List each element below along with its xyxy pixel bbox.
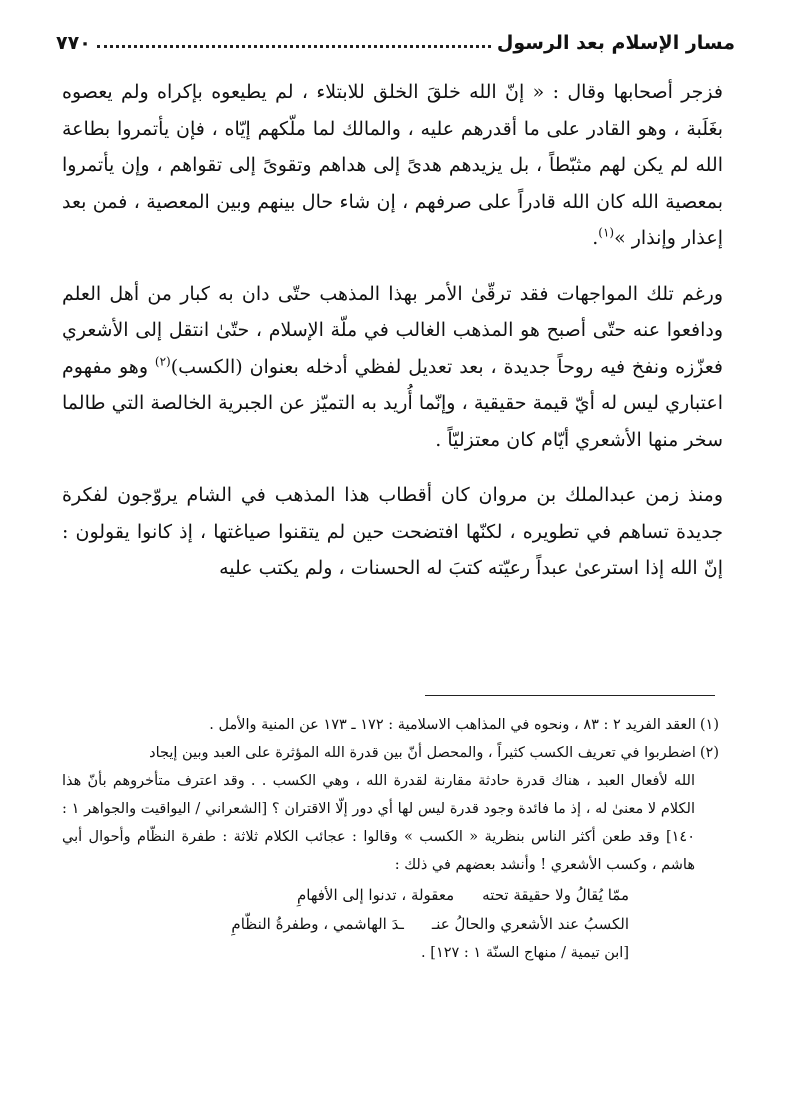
header-dotted-leader [97, 45, 491, 48]
page-number: ٧٧٠ [56, 32, 91, 54]
paragraph-2-text: ورغم تلك المواجهات فقد ترقّىٰ الأمر بهذا المذهب حتّى دان به كبار من أهل العلم ودافعوا عنه حتّى أصبح هو المذهب الغالب في ملّة الإسلام ، حتّىٰ انتقل إلى الأشعري فعزّزه ونفخ فيه روحاً جديدة ، بعد تعديل لفظي أدخله بعنوان (الكسب) [62, 282, 724, 378]
poem-hemistich-first: ممّا يُقالُ ولا حقيقة تحته [482, 886, 629, 904]
paragraph-1-text: فزجر أصحابها وقال : « إنّ الله خلقَ الخلق للابتلاء ، لم يطيعوه بإكراه ولم يعصوه بغَلَبة ، وهو القادر على ما أقدرهم عليه ، والمالك لما ملّكهم إيّاه ، فإن يأتمروا بطاعة الله لم يكن لهم مثبّطاً ، بل يزيدهم هدىً إلى هداهم وتقوىً إلى تقواهم ، وإن يأتمروا بمعصية الله كان الله قادراً على صرفهم ، إن شاء حال بينهم وبين المعصية ، فمن بعد إعذار وإنذار » [62, 81, 723, 249]
footnote-1 [62, 711, 719, 739]
footnote-ref-2: (٢) [154, 354, 171, 369]
footnotes [62, 711, 719, 967]
footnote-1-number: (١) [699, 717, 719, 733]
page-header [56, 26, 735, 54]
paragraph-1 [62, 74, 723, 257]
poem-verse [62, 881, 629, 910]
footnote-1-text: العقد الفريد ٢ : ٨٣ ، ونحوه في المذاهب الاسلامية : ١٧٢ ـ ١٧٣ عن المنية والأمل . [209, 717, 696, 733]
footnote-ref-1: (١) [598, 225, 615, 240]
paragraph-1-tail: . [592, 227, 599, 249]
poem [62, 881, 719, 939]
main-text [62, 74, 723, 606]
paragraph-2-tail: وهو مفهوم اعتباري ليس له أيّ قيمة حقيقية ، وإنّما أُريد به التميّز عن الجبرية الخالصة التي طالما سخر منها الأشعري أيّام كان معتزليّاً . [62, 355, 723, 451]
footnote-2 [62, 739, 719, 767]
footnote-2-continuation: الله لأفعال العبد ، هناك قدرة حادثة مقارنة لقدرة الله ، وهي الكسب . . وقد اعترف متأخروهم بأنّ هذا الكلام لا معنىٰ له ، إذ ما فائدة وجود قدرة ليس لها أي دور إلّا الاقتران ؟ [الشعراني / اليواقيت والجواهر ١ : ١٤٠] وقد طعن أكثر الناس بنظرية « الكسب » وقالوا : عجائب الكلام ثلاثة : طفرة النظّام وأحوال أبي هاشم ، وكسب الأشعري ! وأنشد بعضهم في ذلك : [62, 773, 696, 873]
poem-hemistich-second: ـدَ الهاشمي ، وطفرةُ النظّامِ [231, 915, 404, 933]
paragraph-2 [62, 276, 723, 459]
footnote-2-number: (٢) [699, 745, 719, 761]
footnote-2-first-line: اضطربوا في تعريف الكسب كثيراً ، والمحصل أنّ بين قدرة الله المؤثرة على العبد وبين إيجاد [149, 745, 696, 761]
poem-hemistich-first: الكسبُ عند الأشعري والحالُ عنـ [431, 915, 629, 933]
paragraph-3 [62, 477, 723, 587]
footnote-separator [425, 695, 715, 696]
running-title: مسار الإسلام بعد الرسول [496, 32, 735, 54]
poem-hemistich-second: معقولة ، تدنوا إلى الأفهامِ [296, 886, 455, 904]
poem-verse [62, 910, 629, 939]
paragraph-3-text: ومنذ زمن عبدالملك بن مروان كان أقطاب هذا المذهب في الشام يروّجون لفكرة جديدة تساهم في تطويره ، لكنّها افتضحت حين لم يتقنوا صياغتها ، إذ كانوا يقولون : إنّ الله إذا استرعىٰ عبداً رعيّته كتبَ له الحسنات ، ولم يكتب عليه [62, 484, 723, 579]
citation-source: [ابن تيمية / منهاج السنّة ١ : ١٢٧] . [421, 945, 629, 961]
